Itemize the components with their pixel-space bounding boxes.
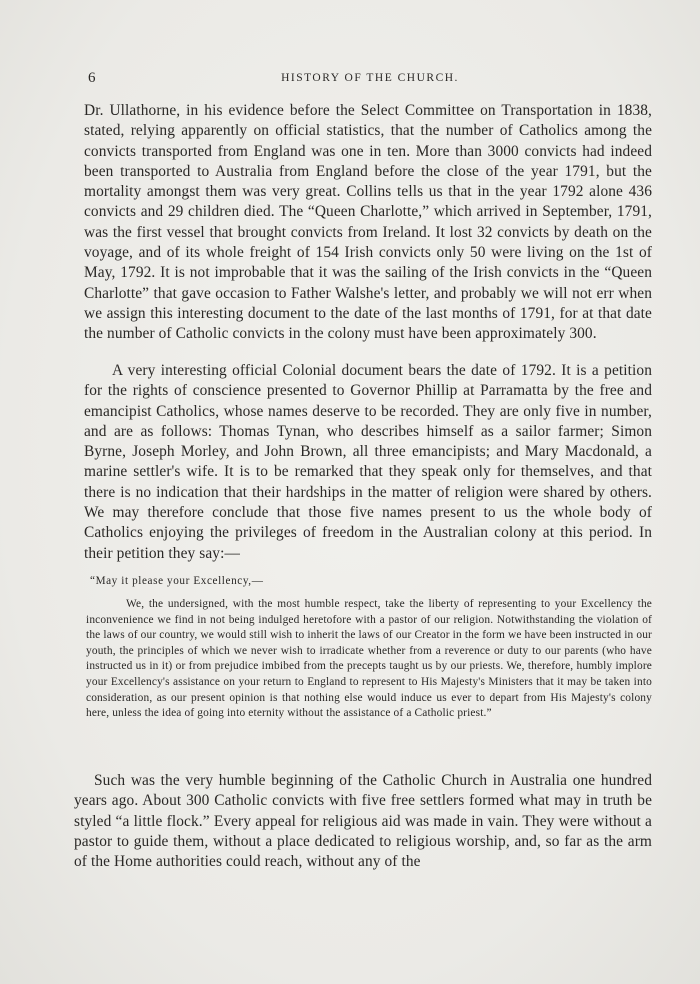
paragraph-text: Dr. Ullathorne, in his evidence before the Select Committee on Transportation in 1838, stated, relying apparently on official statistics, that the number of Catholics among the convicts transported from England was one in ten. More than 3000 convicts had indeed been transported to Australia from England before the close of the year 1791, but the mortality amongst them was very great. Collins tells us that in the year 1792 alone 436 convicts and 29 children died. The “Queen Charlotte,” which arrived in September, 1791, was the first vessel that brought convicts from Ireland. It lost 32 convicts by death on the voyage, and of its whole freight of 154 Irish convicts only 50 were living on the 1st of May, 1792. It is not improbable that it was the sailing of the Irish convicts in the “Queen Charlotte” that gave occasion to Father Walshe's letter, and probably we will not err when we assign this interesting document to the date of the last months of 1791, for at that date the number of Catholic convicts in the colony must have been approximately 300. (84, 102, 652, 343)
running-head: HISTORY OF THE CHURCH. (281, 72, 459, 84)
paragraph-3 (74, 771, 652, 872)
petition-quote (86, 575, 652, 722)
quote-salutation: “May it please your Excellency,— (90, 575, 264, 587)
paragraph-1 (84, 101, 652, 345)
quote-text: We, the undersigned, with the most humble respect, take the liberty of representing to your Excellency the inconvenience we find in not being indulged heretofore with a pastor of our religion. Notwithstanding the violation of the laws of our country, we would still wish to inherit the laws of our Creator in the form we have been instructed in our youth, the principles of which we never wish to irradicate whether from a reverence or duty to our parents (who have instructed us in it) or from prejudice imbibed from the precepts taught us by our priests. We, therefore, humbly implore your Excellency's assistance on your return to England to represent to His Majesty's Ministers that it may be taken into consideration, as our present opinion is that nothing else would induce us ever to depart from His Majesty's colony here, unless the idea of going into eternity without the assistance of a Catholic priest.” (86, 598, 652, 720)
paragraph-text: A very interesting official Colonial document bears the date of 1792. It is a petition for the rights of conscience presented to Governor Phillip at Parramatta by the free and emancipist Catholics, whose names deserve to be recorded. They are only five in number, and are as follows: Thomas Tynan, who describes himself as a sailor farmer; Simon Byrne, Joseph Morley, and John Brown, all three emancipists; and Mary Macdonald, a marine settler's wife. It is to be remarked that they speak only for themselves, and that there is no indication that their hardships in the matter of religion were shared by others. We may therefore conclude that those five names present to us the whole body of Catholics enjoying the privileges of freedom in the Australian colony at this period. In their petition they say:— (84, 362, 652, 562)
paragraph-2 (84, 361, 652, 564)
page-number: 6 (88, 70, 96, 86)
paragraph-text: Such was the very humble beginning of the Catholic Church in Australia one hundred years ago. About 300 Catholic convicts with five free settlers formed what may in truth be styled “a little flock.” Every appeal for religious aid was made in vain. They were without a pastor to guide them, without a place dedicated to religious worship, and, so far as the arm of the Home authorities could reach, without any of the (74, 772, 652, 871)
page-header (88, 70, 652, 90)
